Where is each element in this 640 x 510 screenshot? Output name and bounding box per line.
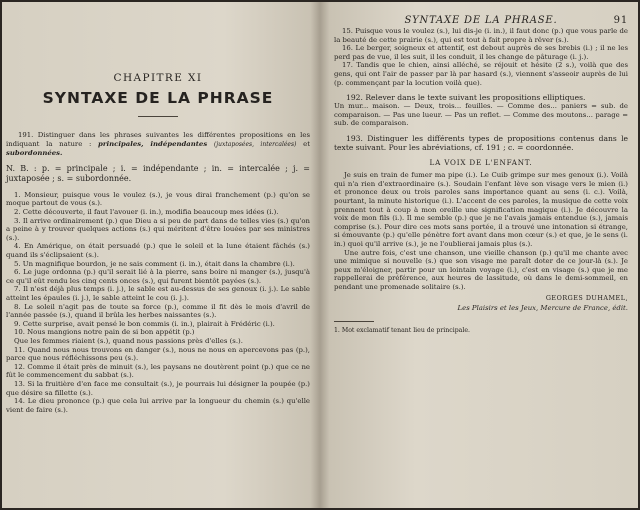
sentence: 5. Un magnifique bourdon, je ne sais comment (i. in.), était dans la chambre (i.). (14, 259, 295, 268)
sentence: 6. Le juge ordonna (p.) qu'il serait lié à la pierre, sans boire ni manger (s.), jusqu'à ce qu'il eût rendu les cinq cents onces (s.), qui furent bientôt payées (s.). (6, 268, 310, 285)
source: Les Plaisirs et les Jeux, Mercure de France, édit. (457, 304, 628, 313)
sentence: 11. Quand nous nous trouvons en danger (s.), nous ne nous en apercevons pas (p.), parce que nous réfléchissons peu (s.). (6, 345, 310, 363)
sentence: 15. Puisque vous le voulez (s.), lui dis-je (i. in.), il faut donc (p.) que vous parle de la beauté de cette prairie (s.), qui est tout à fait propre à rêver (s.). (334, 27, 628, 44)
chapter-number: CHAPITRE XI (113, 72, 203, 84)
running-head-text: SYNTAXE DE LA PHRASE. (404, 15, 558, 26)
right-page (320, 2, 638, 508)
ex191-small: (juxtaposées, intercalées) (213, 141, 297, 149)
footnote-rule (334, 321, 374, 322)
sentence: 4. En Amérique, on était persuadé (p.) que le soleil et la lune étaient fâchés (s.) quand ils s'éclipsaient (s.). (6, 242, 310, 260)
ex191-et: et (303, 140, 310, 149)
sentence: 3. Il arrive ordinairement (p.) que Dieu a si peu de part dans de telles vies (s.) qu'on a peine à y trouver quelques actions (s.) qui méritent d'être louées par ses ministres (s.). (6, 216, 310, 242)
sentence: 13. Si la fruitière d'en face me consultait (s.), je pourrais lui désigner la poupée (p.) que désire sa fillette (s.). (6, 379, 310, 397)
sentence: 12. Comme il était près de minuit (s.), les paysans ne doutèrent point (p.) que ce ne fût le commencement du sabbat (s.). (6, 362, 310, 380)
sentence: 7. Il n'est déjà plus temps (i. j.), le sable est au-dessus de ses genoux (i. j.). Le sable atteint les épaules (i. j.), le sable atteint le cou (i. j.). (6, 285, 310, 302)
sentence: 17. Tandis que le chien, ainsi alléché, se réjouit et hésite (2 s.), voilà que des gens, qui ont l'air de passer par là par hasard (s.), viennent s'asseoir auprès de lui (p. commençant par la locution voilà que). (334, 61, 628, 87)
sentence: Que les femmes riaient (s.), quand nous passions près d'elles (s.). (14, 336, 243, 345)
text-paragraph: Je suis en train de fumer ma pipe (i.). Le Cuib grimpe sur mes genoux (i.). Voilà qui n'a rien d'extraordinaire (s.). Soudain l'enfant lève son visage vers le mien (i.) et prononce deux ou trois paroles sans importance quant au sens (i. c.). Voilà, pourtant, la minute historique (i.). L'accent de ces paroles, la musique de cette voix prennent tout à coup à mon oreille une signification magique (i.). Je découvre la voix de mon fils (i.). Il me semble (p.) que je ne l'avais jamais entendue (s.), jamais comprise (s.). Pour dire ces mots sans portée, il a trouvé une intonation si étrange, si émouvante (p.) qu'elle pénètre fort avant dans mon cœur (s.) et que, je le sens (i. in.) quoi qu'il arrive (s.), je ne l'oublierai jamais plus (s.). (334, 171, 628, 248)
running-head (334, 15, 628, 27)
sentence: 14. Le dieu prononce (p.) que cela lui arrive par la longueur du chemin (s.) qu'elle vient de faire (s.). (6, 397, 310, 414)
exercise-192-text: Un mur... maison. — Deux, trois... feuilles. — Comme des... paniers = sub. de comparaison. — Pas une lueur. — Pas un reflet. — Comme des moutons... parage = sub. de comparaison. (334, 102, 628, 128)
ex191-sub: subordonnées. (6, 149, 63, 158)
sentence: 10. Nous mangions notre pain de si bon appétit (p.) (14, 328, 195, 337)
text-paragraph: Une autre fois, c'est une chanson, une vieille chanson (p.) qu'il me chante avec une mimique si nouvelle (s.) que son visage me paraît doter de ce jour-là (s.). Je peux m'éloigner, partir pour un lointain voyage (i.), c'est en visage (s.) que je me rappellerai de préférence, aux heures de lassitude, où dans le demi-sommeil, en pendant une promenade solitaire (s.). (334, 248, 628, 291)
sentence: 16. Le berger, soigneux et attentif, est debout auprès de ses brebis (i.) ; il ne les perd pas de vue, il les suit, il les conduit, il les change de pâturage (i. j.). (334, 44, 628, 61)
abbreviation-note: N. B. : p. = principale ; i. = indépendante ; in. = intercalée ; j. = juxtaposée ; s. = subordonnée. (6, 164, 310, 183)
sentence: 1. Monsieur, puisque vous le voulez (s.), je vous dirai franchement (p.) qu'on se moque partout de vous (s.). (6, 190, 310, 208)
sentence: 9. Cette surprise, avait pensé le bon commis (i. in.), plairait à Frédéric (i.). (14, 319, 275, 328)
sentence: 8. Le soleil n'agit pas de toute sa force (p.), comme il fit dès le mois d'avril de l'année passée (s.), quand il brûla les herbes naissantes (s.). (6, 302, 310, 320)
chapter-rule (138, 116, 178, 117)
chapter-title: SYNTAXE DE LA PHRASE (42, 89, 274, 107)
page-number: 91 (613, 15, 628, 26)
book-spread (2, 2, 638, 508)
exercise-193-instruction: 193. Distinguer les différents types de propositions contenus dans le texte suivant. Pour les abréviations, cf. 191 ; c. = coordonnée. (334, 134, 628, 153)
exercise-191-instruction (6, 131, 310, 158)
author: GEORGES DUHAMEL, (545, 293, 628, 302)
left-page (2, 2, 320, 508)
footnote: 1. Mot exclamatif tenant lieu de principale. (334, 326, 470, 334)
ex191-intro: 191. Distinguer dans les phrases suivantes les différentes propositions en les indiquant la nature : (6, 131, 310, 149)
text-title: LA VOIX DE L'ENFANT. (429, 158, 533, 168)
ex191-kinds: principales, indépendantes (98, 140, 208, 149)
exercise-192-instruction: 192. Relever dans le texte suivant les propositions elliptiques. (346, 93, 586, 103)
sentence: 2. Cette découverte, il faut l'avouer (i. in.), modifia beaucoup mes idées (i.). (14, 208, 279, 217)
